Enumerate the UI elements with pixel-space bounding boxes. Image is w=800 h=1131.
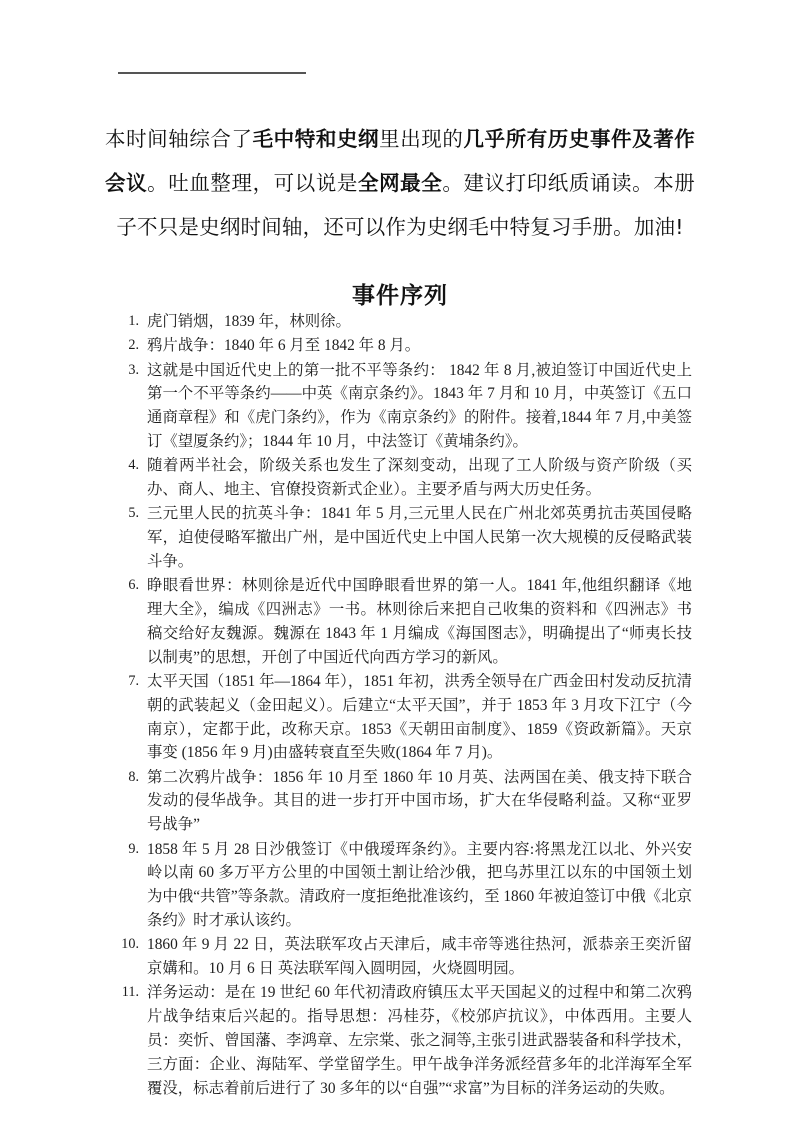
event-item-text: 洋务运动：是在 19 世纪 60 年代初清政府镇压太平天国起义的过程中和第二次鸦片战争结束后兴起的。指导思想：冯桂芬，《校邠庐抗议》，中体西用。主要人员：奕忻、曾国藩、李鸿章、左宗棠、张之洞等,主张引进武器装备和科学技术，三方面：企业、海陆军、学堂留学生。甲午战争洋务派经营多年的北洋海军全军覆没，标志着前后进行了 30 多年的以“自强”“求富”为目标的洋务运动的失败。 <box>147 984 692 1097</box>
event-item-number: 6. <box>128 577 139 594</box>
event-item-text: 这就是中国近代史上的第一批不平等条约： 1842 年 8 月,被迫签订中国近代史上第一个不平等条约——中英《南京条约》。1843 年 7 月和 10 月，中英签订《五口通商章程》和《虎门条约》，作为《南京条约》的附件。接着,1844 年 7 月,中美签订《望厦条约》；1844 年 10 月，中法签订《黄埔条约》。 <box>147 361 692 450</box>
event-list-item <box>112 359 692 454</box>
event-item-number: 8. <box>128 768 139 785</box>
intro-emphasis-run: 全网最全 <box>358 170 443 195</box>
event-item-text: 随着两半社会，阶级关系也发生了深刻变动，出现了工人阶级与资产阶级（买办、商人、地主、官僚投资新式企业）。主要矛盾与两大历史任务。 <box>147 457 692 499</box>
event-item-text: 第二次鸦片战争：1856 年 10 月至 1860 年 10 月英、法两国在美、俄支持下联合发动的侵华战争。其目的进一步打开中国市场，扩大在华侵略利益。又称“亚罗号战争” <box>147 768 692 834</box>
event-list-item <box>112 981 692 1100</box>
event-list-item <box>112 502 692 573</box>
intro-text-run: 。吐血整理，可以说是 <box>147 170 359 195</box>
event-item-text: 鸦片战争：1840 年 6 月至 1842 年 8 月。 <box>147 337 421 355</box>
event-item-text: 睁眼看世界：林则徐是近代中国睁眼看世界的第一人。1841 年,他组织翻译《地理大全》，编成《四洲志》一书。林则徐后来把自己收集的资料和《四洲志》书稿交给好友魏源。魏源在 1843 年 1 月编成《海国图志》，明确提出了“师夷长技以制夷”的思想，开创了中国近代向西方学习的新风。 <box>147 577 692 666</box>
event-item-text: 1858 年 5 月 28 日沙俄签订《中俄瑷珲条约》。主要内容:将黑龙江以北、外兴安岭以南 60 多万平方公里的中国领土割让给沙俄，把乌苏里江以东的中国领土划为中俄“共管”等条款。清政府一度拒绝批准该约，至 1860 年被迫签订中俄《北京条约》时才承认该约。 <box>147 840 692 929</box>
intro-emphasis-run: 几乎所有历史事件及著作会议 <box>105 126 695 195</box>
event-list-item <box>112 838 692 933</box>
event-item-number: 2. <box>128 337 139 354</box>
header-divider-rule <box>118 72 306 74</box>
event-list-item <box>112 334 692 358</box>
event-list-item <box>112 670 692 765</box>
event-sequence-list <box>112 310 692 1101</box>
intro-text-run: 里出现的 <box>379 126 464 151</box>
intro-paragraph <box>105 117 695 249</box>
event-item-number: 4. <box>128 457 139 474</box>
event-item-number: 9. <box>128 840 139 857</box>
event-list-item <box>112 574 692 669</box>
event-list-item <box>112 454 692 502</box>
intro-emphasis-run: 毛中特和史纲 <box>252 126 380 151</box>
intro-text-run: 本时间轴综合了 <box>105 126 253 151</box>
event-item-text: 太平天国（1851 年—1864 年），1851 年初，洪秀全领导在广西金田村发动反抗清朝的武装起义（金田起义）。后建立“太平天国”，并于 1853 年 3 月攻下江宁（今南京），定都于此，改称天京。1853《天朝田亩制度》、1859《资政新篇》。天京事变 (1856 年 9 月)由盛转衰直至失败(1864 年 7 月)。 <box>147 672 692 762</box>
event-list-item <box>112 766 692 837</box>
event-item-number: 10. <box>121 936 139 953</box>
event-item-text: 1860 年 9 月 22 日，英法联军攻占天津后，咸丰帝等逃往热河，派恭亲王奕沂留京媾和。10 月 6 日 英法联军闯入圆明园，火烧圆明园。 <box>147 936 692 978</box>
event-item-number: 11. <box>121 984 139 1001</box>
event-item-number: 7. <box>128 672 139 689</box>
event-item-number: 3. <box>128 361 139 378</box>
event-item-number: 5. <box>128 505 139 522</box>
event-item-number: 1. <box>128 313 139 329</box>
event-item-text: 三元里人民的抗英斗争：1841 年 5 月,三元里人民在广州北郊英勇抗击英国侵略军，迫使侵略军撤出广州，是中国近代史上中国人民第一次大规模的反侵略武装斗争。 <box>147 505 692 570</box>
event-item-text: 虎门销烟，1839 年，林则徐。 <box>147 313 351 330</box>
section-title: 事件序列 <box>352 283 448 310</box>
intro-text-run: 。建议打印纸质诵读。本册子不只是史纲时间轴，还可以作为史纲毛中特复习手册。加油! <box>116 170 695 239</box>
event-list-item <box>112 933 692 981</box>
event-list-item <box>112 310 692 334</box>
